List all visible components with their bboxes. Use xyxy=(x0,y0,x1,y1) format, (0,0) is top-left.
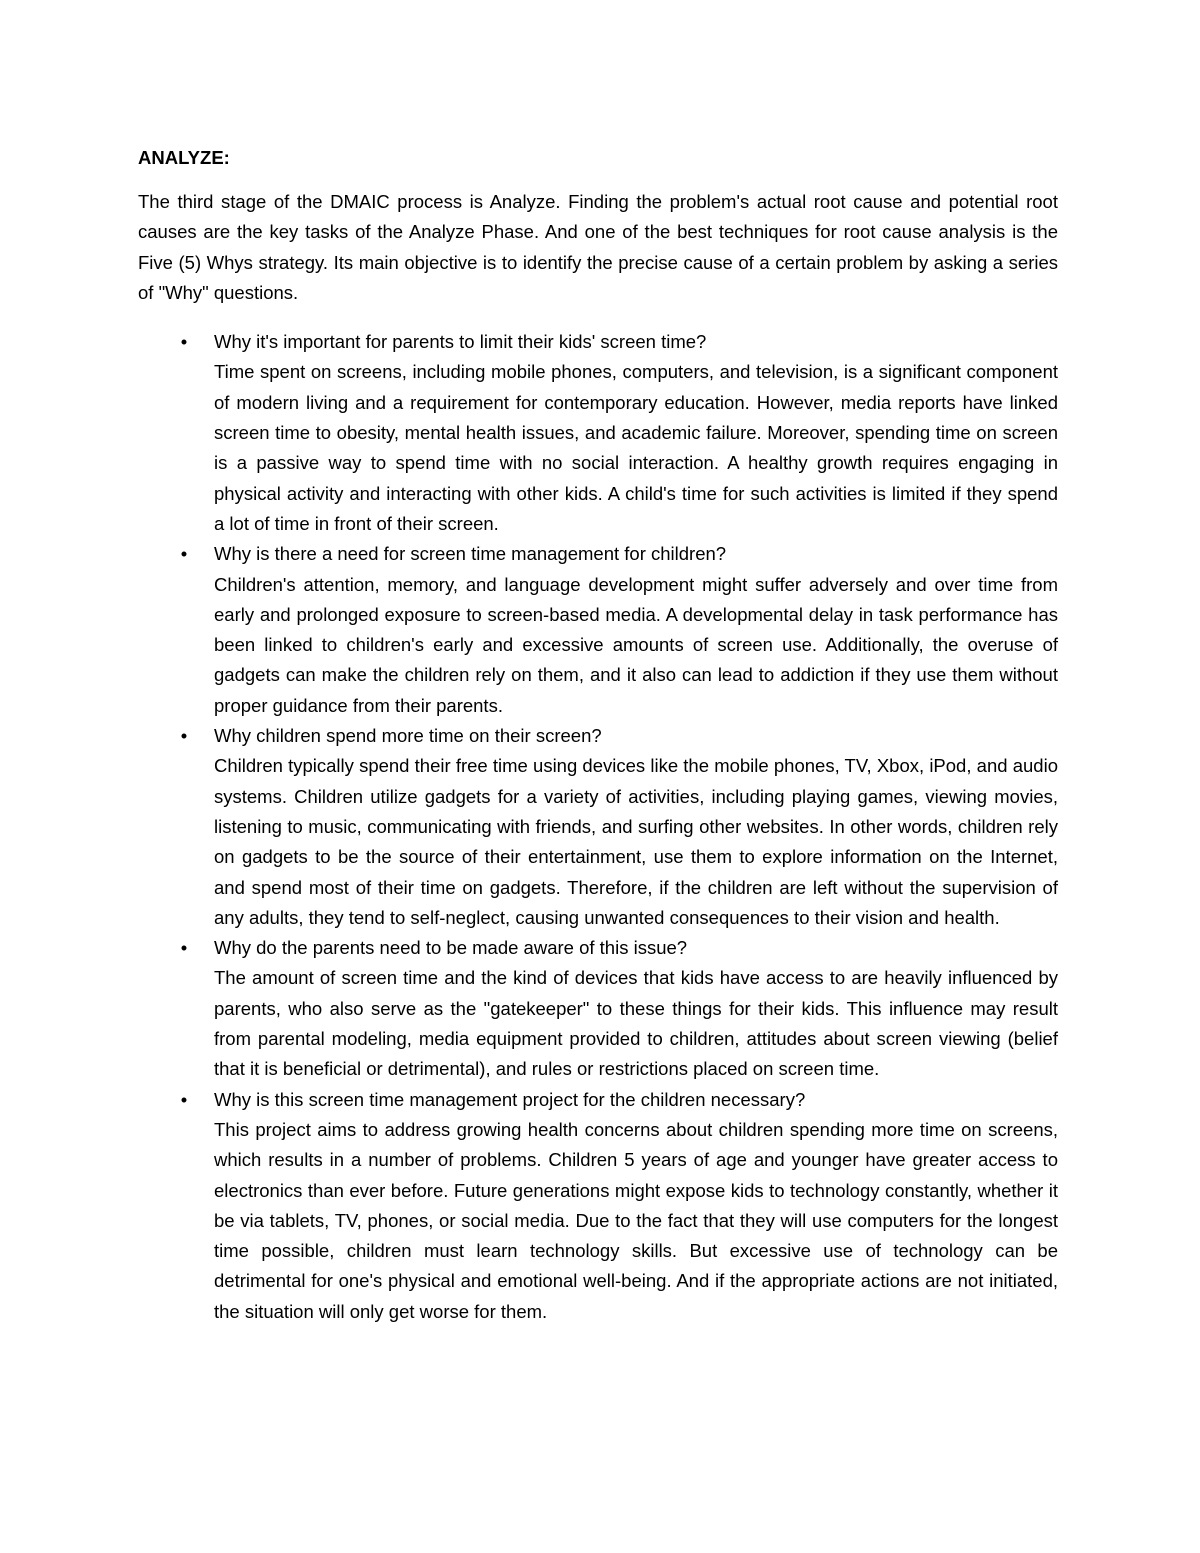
bullet-icon: • xyxy=(180,937,188,959)
question-text: Why do the parents need to be made aware of this issue? xyxy=(214,937,688,959)
list-item xyxy=(138,327,1058,539)
bullet-icon: • xyxy=(180,543,188,565)
section-heading: ANALYZE: xyxy=(138,147,230,168)
why-list xyxy=(138,327,1058,1327)
list-item xyxy=(138,1085,1058,1327)
list-item xyxy=(138,933,1058,1084)
document-body xyxy=(138,143,1058,1327)
bullet-icon: • xyxy=(180,1088,188,1110)
list-item xyxy=(138,721,1058,933)
question-text: Why is this screen time management project for the children necessary? xyxy=(214,1088,806,1110)
question-text: Why is there a need for screen time management for children? xyxy=(214,543,727,565)
bullet-icon: • xyxy=(180,331,188,353)
question-text: Why children spend more time on their screen? xyxy=(214,725,602,747)
bullet-icon: • xyxy=(180,725,188,747)
answer-text: Children's attention, memory, and language development might suffer adversely and over time from early and prolonged exposure to screen-based media. A developmental delay in task performance has been linked to children's early and excessive amounts of screen use. Additionally, the overuse of gadgets can make the children rely on them, and it also can lead to addiction if they use them without proper guidance from their parents. xyxy=(214,573,1058,716)
answer-text: This project aims to address growing health concerns about children spending more time on screens, which results in a number of problems. Children 5 years of age and younger have greater access to electronics than ever before. Future generations might expose kids to technology constantly, whether it be via tablets, TV, phones, or social media. Due to the fact that they will use computers for the longest time possible, children must learn technology skills. But excessive use of technology can be detrimental for one's physical and emotional well-being. And if the appropriate actions are not initiated, the situation will only get worse for them. xyxy=(214,1118,1058,1322)
list-item xyxy=(138,539,1058,721)
answer-text: Children typically spend their free time using devices like the mobile phones, TV, Xbox, iPod, and audio systems. Children utilize gadgets for a variety of activities, including playing games, viewing movies, listening to music, communicating with friends, and surfing other websites. In other words, children rely on gadgets to be the source of their entertainment, use them to explore information on the Internet, and spend most of their time on gadgets. Therefore, if the children are left without the supervision of any adults, they tend to self-neglect, causing unwanted consequences to their vision and health. xyxy=(214,755,1058,928)
answer-text: Time spent on screens, including mobile phones, computers, and television, is a significant component of modern living and a requirement for contemporary education. However, media reports have linked screen time to obesity, mental health issues, and academic failure. Moreover, spending time on screen is a passive way to spend time with no social interaction. A healthy growth requires engaging in physical activity and interacting with other kids. A child's time for such activities is limited if they spend a lot of time in front of their screen. xyxy=(214,361,1058,534)
intro-paragraph: The third stage of the DMAIC process is Analyze. Finding the problem's actual root cause and potential root causes are the key tasks of the Analyze Phase. And one of the best techniques for root cause analysis is the Five (5) Whys strategy. Its main objective is to identify the precise cause of a certain problem by asking a series of "Why" questions. xyxy=(138,191,1058,303)
answer-text: The amount of screen time and the kind of devices that kids have access to are heavily influenced by parents, who also serve as the "gatekeeper" to these things for their kids. This influence may result from parental modeling, media equipment provided to children, attitudes about screen viewing (belief that it is beneficial or detrimental), and rules or restrictions placed on screen time. xyxy=(214,967,1058,1080)
question-text: Why it's important for parents to limit their kids' screen time? xyxy=(214,331,707,353)
